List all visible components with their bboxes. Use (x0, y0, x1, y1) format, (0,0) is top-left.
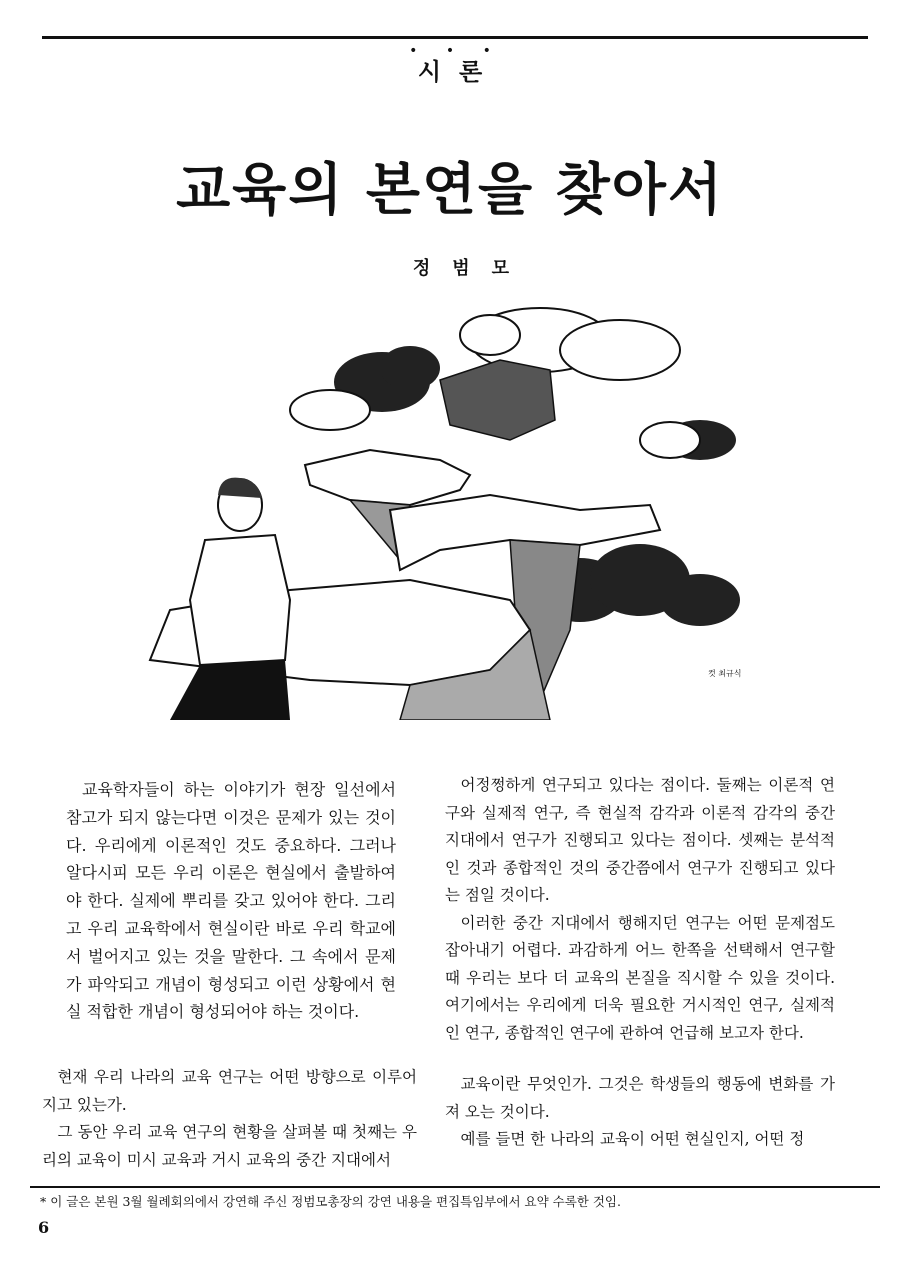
right-paragraph-1: 어정쩡하게 연구되고 있다는 점이다. 둘째는 이론적 연구와 실제적 연구, 즉 현실적 감각과 이론적 감각의 중간 지대에서 연구가 진행되고 있다는 점이다. 셋째는 분석적인 것과 종합적인 것의 중간쯤에서 연구가 진행되고 있다는 점일 것이다. (445, 776, 835, 904)
man-figure (170, 478, 290, 720)
article-author: 정범모 (412, 258, 532, 279)
intro-column (66, 776, 396, 1026)
left-column (42, 1064, 417, 1174)
left-paragraph-2: 그 동안 우리 교육 연구의 현황을 살펴볼 때 첫째는 우리의 교육이 미시 교육과 거시 교육의 중간 지대에서 (42, 1123, 417, 1169)
right-paragraph-2: 이러한 중간 지대에서 행해지던 연구는 어떤 문제점도 잡아내기 어렵다. 과감하게 어느 한쪽을 선택해서 연구할 때 우리는 보다 더 교육의 본질을 직시할 수 있을 것이다. 여기에서는 우리에게 더욱 필요한 거시적인 연구, 실제적인 연구, 종합적인 연구에 관하여 언급해 보고자 한다. (445, 913, 835, 1042)
illustration-credit: 컷 최규식 (708, 669, 742, 678)
page-number: 6 (38, 1218, 50, 1237)
article-title: 교육의 본연을 찾아서 (176, 158, 724, 223)
paragraph-gap (445, 1047, 835, 1071)
top-rule (42, 36, 868, 39)
footnote-rule (30, 1186, 880, 1188)
section-label: 시론 (417, 58, 501, 86)
section-dots: • • • (409, 43, 503, 59)
section-header (0, 44, 900, 86)
cliff-illustration (110, 300, 790, 720)
right-paragraph-4: 예를 들면 한 나라의 교육이 어떤 현실인지, 어떤 정 (460, 1130, 805, 1148)
right-paragraph-3: 교육이란 무엇인가. 그것은 학생들의 행동에 변화를 가져 오는 것이다. (445, 1075, 835, 1121)
left-paragraph-1: 현재 우리 나라의 교육 연구는 어떤 방향으로 이루어지고 있는가. (42, 1068, 417, 1114)
right-column (445, 772, 835, 1154)
intro-paragraph: 교육학자들이 하는 이야기가 현장 일선에서 참고가 되지 않는다면 이것은 문제가 있는 것이다. 우리에게 이론적인 것도 중요하다. 그러나 알다시피 모든 우리 이론은 현실에서 출발하여야 한다. 실제에 뿌리를 갖고 있어야 한다. 그리고 우리 교육학에서 현실이란 바로 우리 학교에서 벌어지고 있는 것을 말한다. 그 속에서 문제가 파악되고 개념이 형성되고 이런 상황에서 현실 적합한 개념이 형성되어야 하는 것이다. (66, 780, 396, 1022)
footnote: * 이 글은 본원 3월 월례회의에서 강연해 주신 정범모총장의 강연 내용을 편집특임부에서 요약 수록한 것임. (40, 1194, 621, 1209)
